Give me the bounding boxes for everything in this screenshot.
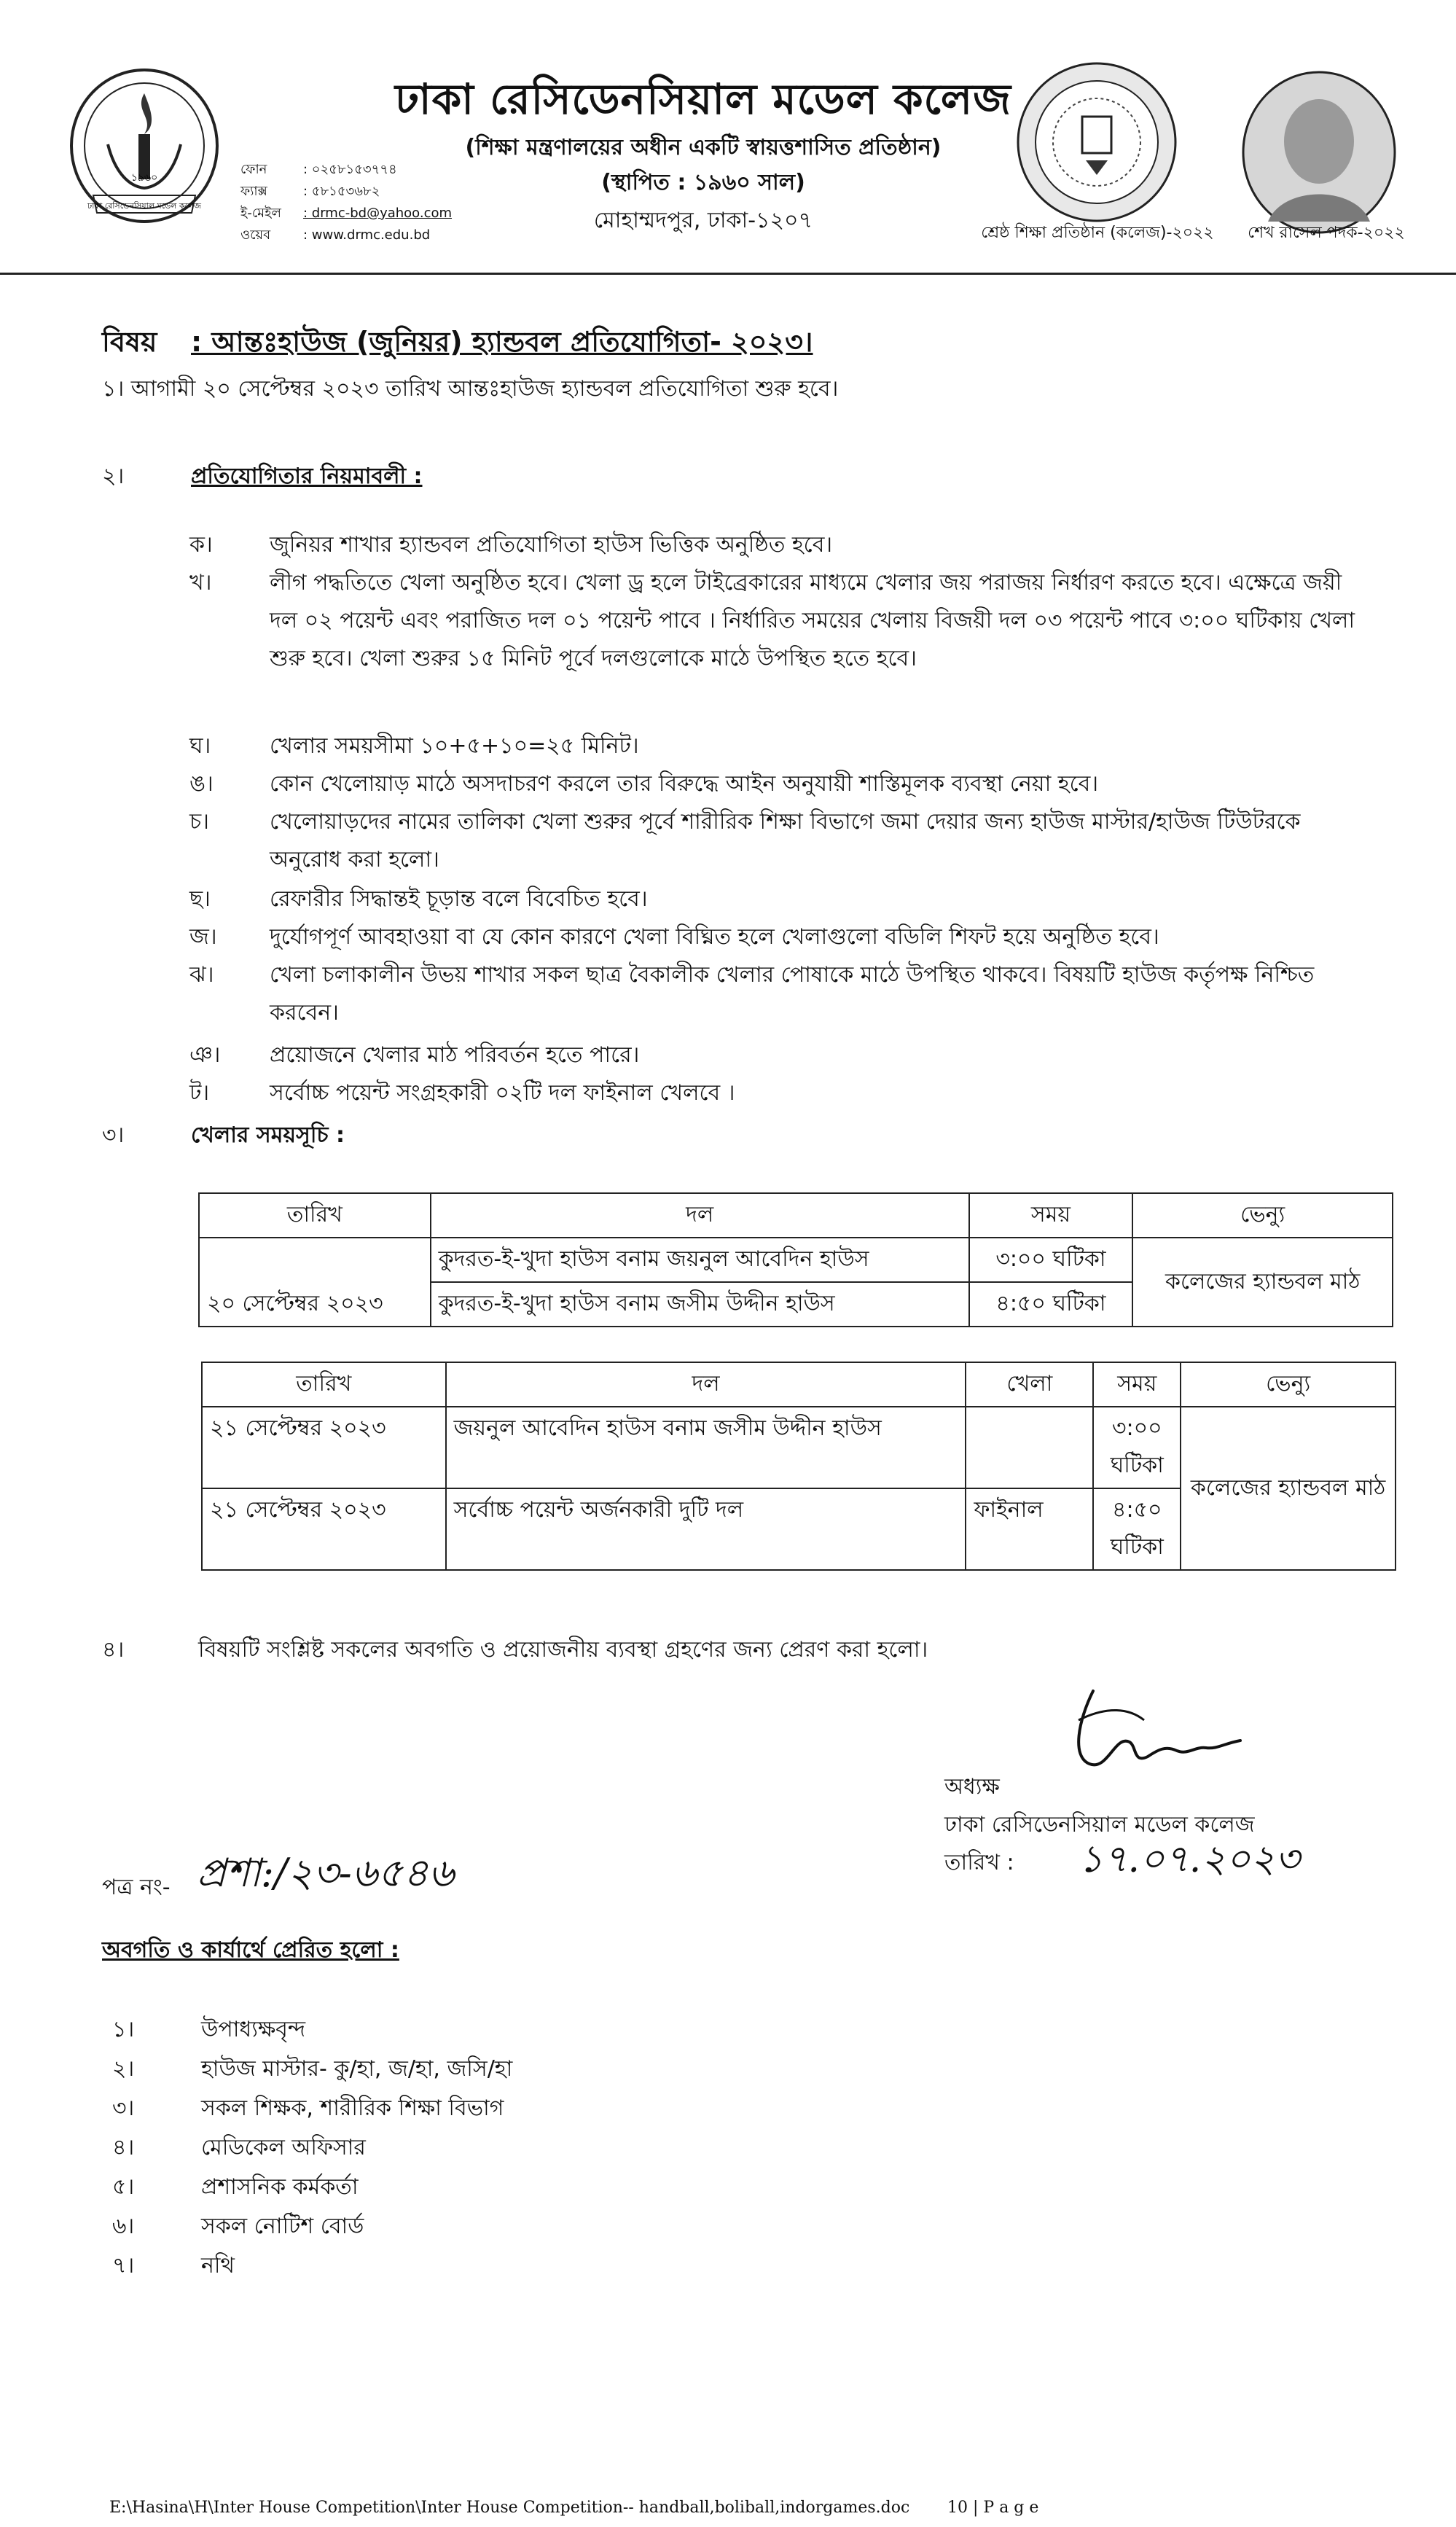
footer-page-number: 10 | P a g e [947, 2499, 1039, 2517]
col-venue: ভেন্যু [1181, 1362, 1396, 1407]
col-date: তারিখ [199, 1193, 431, 1238]
list-item [112, 2248, 235, 2285]
rule-text: জুনিয়র শাখার হ্যান্ডবল প্রতিযোগিতা হাউস ভিত্তিক অনুষ্ঠিত হবে। [270, 532, 833, 558]
list-item [112, 2090, 504, 2128]
college-address: মোহাম্মদপুর, ঢাকা-১২০৭ [593, 208, 813, 233]
list-text: মেডিকেল অফিসার [201, 2135, 366, 2160]
memo-number-handwritten: প্রশা:/২৩-৬৫৪৬ [197, 1850, 455, 1896]
cell-time: ৪:৫০ ঘটিকা [1093, 1488, 1181, 1570]
list-number: ৬। [112, 2214, 135, 2239]
schedule-table-day2 [201, 1362, 1396, 1571]
signatory-title: অধ্যক্ষ [944, 1774, 1000, 1800]
list-item [112, 2051, 512, 2088]
table-row [202, 1407, 1396, 1488]
list-text: হাউজ মাস্টার- কু/হা, জ/হা, জসি/হা [201, 2056, 513, 2082]
subject-text: : আন্তঃহাউজ (জুনিয়র) হ্যান্ডবল প্রতিযোগিতা- ২০২৩। [191, 326, 813, 358]
rule-letter: ঘ। [189, 733, 211, 759]
rule-text: খেলোয়াড়দের নামের তালিকা খেলা শুরুর পূর্বে শারীরিক শিক্ষা বিভাগে জমা দেয়ার জন্য হাউজ মাস্টার/হাউজ টিউটরকে অনুরোধ করা হলো। [270, 809, 1301, 872]
photo-caption: শেখ রাসেল পদক-২০২২ [1248, 224, 1405, 242]
cell-time: ৩:০০ ঘটিকা [969, 1238, 1133, 1282]
rule-item [189, 727, 1363, 765]
memo-number-label: পত্র নং- [102, 1875, 171, 1900]
rule-item [189, 1074, 1363, 1112]
principal-signature [1049, 1676, 1246, 1793]
cell-venue: কলেজের হ্যান্ডবল মাঠ [1181, 1407, 1396, 1570]
list-number: ২। [112, 2056, 135, 2082]
list-item [112, 2169, 359, 2206]
contact-label: ফোন [240, 162, 267, 177]
award-seal-icon [1013, 58, 1181, 226]
section-1-text: ১। আগামী ২০ সেপ্টেম্বর ২০২৩ তারিখ আন্তঃহাউজ হ্যান্ডবল প্রতিযোগিতা শুরু হবে। [102, 376, 839, 402]
rule-text: সর্বোচ্চ পয়েন্ট সংগ্রহকারী ০২টি দল ফাইনাল খেলবে । [270, 1080, 735, 1106]
cell-date: ২০ সেপ্টেম্বর ২০২৩ [199, 1238, 431, 1327]
logo-year: ১৯৬০ [130, 172, 158, 184]
col-venue: ভেন্যু [1132, 1193, 1393, 1238]
rule-item [189, 1036, 1363, 1074]
col-game: খেলা [966, 1362, 1093, 1407]
rule-item [189, 765, 1363, 803]
list-text: নথি [201, 2253, 235, 2278]
list-number: ৪। [112, 2135, 135, 2160]
col-team: দল [446, 1362, 966, 1407]
cell-date: ২১ সেপ্টেম্বর ২০২৩ [202, 1407, 446, 1488]
col-time: সময় [969, 1193, 1133, 1238]
rule-letter: জ। [189, 924, 217, 950]
list-item [112, 2130, 366, 2167]
college-subtitle: (শিক্ষা মন্ত্রণালয়ের অধীন একটি স্বায়ত্তশাসিত প্রতিষ্ঠান) [465, 135, 942, 160]
list-item [112, 2012, 305, 2049]
list-text: উপাধ্যক্ষবৃন্দ [201, 2017, 306, 2042]
handwritten-date: ১৭.০৭.২০২৩ [1079, 1837, 1300, 1881]
subject-label: বিষয় [102, 326, 157, 358]
cell-game [966, 1407, 1093, 1488]
header-divider [0, 273, 1456, 275]
cell-team: জয়নুল আবেদিন হাউস বনাম জসীম উদ্দীন হাউস [446, 1407, 966, 1488]
date-label: তারিখ : [944, 1850, 1014, 1875]
rule-letter: চ। [189, 809, 209, 835]
rule-text: প্রয়োজনে খেলার মাঠ পরিবর্তন হতে পারে। [270, 1042, 640, 1068]
cell-time: ৪:৫০ ঘটিকা [969, 1282, 1133, 1327]
list-number: ৭। [112, 2253, 135, 2278]
cell-team: কুদরত-ই-খুদা হাউস বনাম জয়নুল আবেদিন হাউস [431, 1238, 969, 1282]
col-date: তারিখ [202, 1362, 446, 1407]
table-row [199, 1238, 1393, 1282]
college-name: ঢাকা রেসিডেনসিয়াল মডেল কলেজ [394, 74, 1012, 124]
section-2-number: ২। [102, 464, 125, 489]
rule-item [189, 803, 1363, 879]
rule-letter: ঙ। [189, 771, 214, 797]
rule-item [189, 918, 1363, 956]
table-header-row [202, 1362, 1396, 1407]
contact-label: ওয়েব [240, 227, 271, 243]
rule-letter: ট। [189, 1080, 210, 1106]
distribution-title: অবগতি ও কার্যার্থে প্রেরিত হলো : [102, 1937, 399, 1963]
cell-time: ৩:০০ ঘটিকা [1093, 1407, 1181, 1488]
section-3-number: ৩। [102, 1122, 125, 1148]
signatory-org: ঢাকা রেসিডেনসিয়াল মডেল কলেজ [944, 1812, 1255, 1837]
rule-letter: খ। [189, 570, 212, 595]
list-text: সকল শিক্ষক, শারীরিক শিক্ষা বিভাগ [201, 2096, 504, 2121]
rule-text: খেলা চলাকালীন উভয় শাখার সকল ছাত্র বৈকালীক খেলার পোষাকে মাঠে উপস্থিত থাকবে। বিষয়টি হাউজ কর্তৃপক্ষ নিশ্চিত করবেন। [270, 962, 1315, 1026]
contact-label: ই-মেইল [240, 206, 281, 221]
cell-team: কুদরত-ই-খুদা হাউস বনাম জসীম উদ্দীন হাউস [431, 1282, 969, 1327]
section-2-title: প্রতিযোগিতার নিয়মাবলী : [191, 464, 423, 489]
contact-value: : ০২৫৮১৫৩৭৭৪ [303, 162, 397, 177]
cell-venue: কলেজের হ্যান্ডবল মাঠ [1132, 1238, 1393, 1327]
logo-text: ঢাকা রেসিডেনসিয়াল মডেল কলেজ [87, 201, 202, 211]
rule-letter: ঞ। [189, 1042, 221, 1068]
section-4-text: বিষয়টি সংশ্লিষ্ট সকলের অবগতি ও প্রয়োজনীয় ব্যবস্থা গ্রহণের জন্য প্রেরণ করা হলো। [198, 1637, 928, 1663]
schedule-table-day1 [198, 1192, 1393, 1327]
rule-item [189, 564, 1363, 678]
rule-letter: ক। [189, 532, 213, 558]
seal-caption: শ্রেষ্ঠ শিক্ষা প্রতিষ্ঠান (কলেজ)-২০২২ [981, 224, 1214, 242]
list-number: ১। [112, 2017, 135, 2042]
section-3-title: খেলার সময়সূচি : [191, 1122, 345, 1148]
list-item [112, 2208, 364, 2246]
rule-item [189, 880, 1363, 918]
list-number: ৩। [112, 2096, 135, 2121]
website-link[interactable]: : www.drmc.edu.bd [303, 227, 431, 243]
rule-text: দুর্যোগপূর্ণ আবহাওয়া বা যে কোন কারণে খেলা বিঘ্নিত হলে খেলাগুলো বডিলি শিফট হয়ে অনুষ্ঠিত হবে। [270, 924, 1159, 950]
cell-game: ফাইনাল [966, 1488, 1093, 1570]
sheikh-russel-portrait [1239, 69, 1399, 236]
section-4-number: ৪। [102, 1637, 125, 1663]
email-link[interactable]: : drmc-bd@yahoo.com [303, 206, 453, 221]
cell-team: সর্বোচ্চ পয়েন্ট অর্জনকারী দুটি দল [446, 1488, 966, 1570]
rule-letter: ছ। [189, 886, 211, 912]
contact-value: : ৫৮১৫৩৬৮২ [303, 184, 380, 199]
rule-item [189, 956, 1363, 1032]
cell-date: ২১ সেপ্টেম্বর ২০২৩ [202, 1488, 446, 1570]
college-established: (স্থাপিত : ১৯৬০ সাল) [601, 170, 805, 195]
rule-text: খেলার সময়সীমা ১০+৫+১০=২৫ মিনিট। [270, 733, 639, 759]
contact-label: ফ্যাক্স [240, 184, 267, 199]
table-header-row [199, 1193, 1393, 1238]
rule-text: রেফারীর সিদ্ধান্তই চূড়ান্ত বলে বিবেচিত হবে। [270, 886, 648, 912]
list-number: ৫। [112, 2174, 135, 2200]
list-text: সকল নোটিশ বোর্ড [201, 2214, 364, 2239]
col-time: সময় [1093, 1362, 1181, 1407]
footer-file-path: E:\Hasina\H\Inter House Competition\Inter House Competition-- handball,boliball,indorgames.doc [109, 2499, 910, 2517]
col-team: দল [431, 1193, 969, 1238]
list-text: প্রশাসনিক কর্মকর্তা [201, 2174, 359, 2200]
rule-item [189, 526, 1363, 564]
rule-text: লীগ পদ্ধতিতে খেলা অনুষ্ঠিত হবে। খেলা ড্র হলে টাইব্রেকারের মাধ্যমে খেলার জয় পরাজয় নির্ধারণ করতে হবে। এক্ষেত্রে জয়ী দল ০২ পয়েন্ট এবং পরাজিত দল ০১ পয়েন্ট পাবে । নির্ধারিত সময়ের খেলায় বিজয়ী দল ০৩ পয়েন্ট পাবে ৩:০০ ঘটিকায় খেলা শুরু হবে। খেলা শুরুর ১৫ মিনিট পূর্বে দলগুলোকে মাঠে উপস্থিত হতে হবে। [270, 570, 1355, 671]
college-logo [64, 64, 224, 232]
rule-letter: ঝ। [189, 962, 214, 988]
rule-text: কোন খেলোয়াড় মাঠে অসদাচরণ করলে তার বিরুদ্ধে আইন অনুযায়ী শাস্তিমূলক ব্যবস্থা নেয়া হবে। [270, 771, 1099, 797]
